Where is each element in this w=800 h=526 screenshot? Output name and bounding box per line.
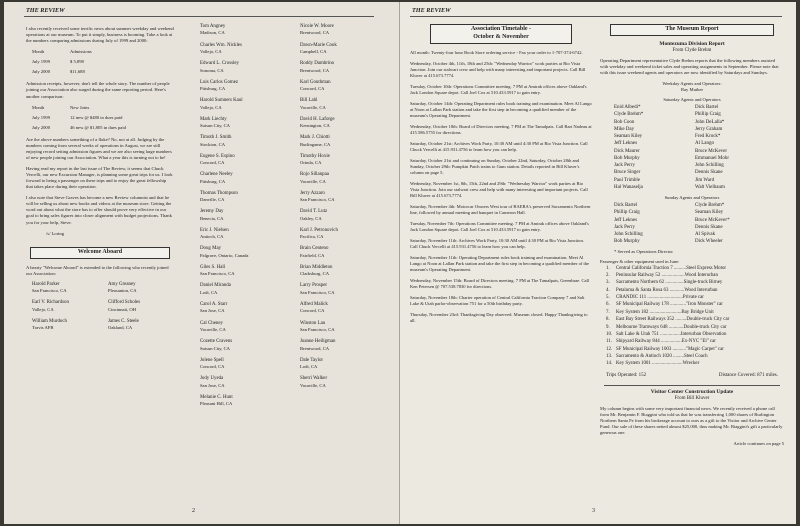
member-name: Alfred Malick (300, 301, 328, 307)
equipment-number: 14. (606, 361, 613, 367)
header-rule (410, 16, 782, 17)
equipment-name: Key System 182 ..........................Bay Bridge Unit (616, 309, 714, 315)
member-name: Cal Cheney (200, 320, 223, 326)
member-city: San Francisco, CA (200, 271, 235, 277)
member (200, 321, 286, 334)
member-name: Mark Liechty (200, 116, 227, 122)
equipment-number: 11. (606, 339, 612, 345)
newsletter-spread (4, 2, 796, 524)
table-cell: July 1999 (32, 114, 50, 120)
equipment-name: Petaluma & Santa Rosa 63 ............Wood Interurban (616, 287, 718, 293)
member-city: Concord, CA (200, 364, 225, 370)
operator-name: Fred Krock* (695, 134, 721, 139)
member-name: Eugene S. Espino (200, 153, 235, 159)
timetable-entry: Saturday, November 11th: Operating Department rules book training and examination. Meet Al Lango at Noon at Lallan Park station and take the first step in becoming a qualified member of the museum's Operating Department. (410, 254, 590, 272)
member-name: Giles S. Hall (200, 264, 226, 270)
operator-name: Phillip Craig (695, 112, 721, 118)
member (300, 321, 386, 334)
member (300, 117, 386, 130)
operator-name: Dick Bartel (695, 105, 719, 110)
member: Harold Parker San Francisco, CA (32, 281, 67, 294)
member (300, 376, 386, 389)
member-name: Dale Taylor (300, 357, 324, 363)
member-name: Jerry Azzaro (300, 190, 325, 196)
operator-name: Dick Maurer (614, 148, 640, 154)
byline: From Clyde Brehm (672, 48, 712, 54)
member-name: Jeremy Day (200, 209, 224, 215)
operator-name: Bob Murphy (614, 239, 640, 245)
member (200, 154, 286, 167)
member (200, 283, 286, 296)
member-name: Joanne Heiligman (300, 339, 336, 345)
museum-report-column (600, 24, 784, 447)
page-header: THE REVIEW (412, 7, 451, 14)
footnote: * Served as Operations Director (614, 248, 673, 254)
table-cell: July 2000 (32, 124, 50, 130)
equipment-number: 4. (606, 287, 610, 293)
timetable-entry: Saturday, November 4th: Motorcar Owners West tour of BAERA's preserved Sacramento Northern line, followed by annual meeting and banquet in Cameron Hall. (410, 203, 591, 215)
member (200, 117, 286, 130)
member-city: Vacaville, CA (200, 326, 226, 332)
member-name: Charlene Neeley (200, 172, 233, 178)
equipment-name: Central California Traction 7 ..........Steel Express Motor (616, 265, 727, 271)
equipment-number: 2. (606, 273, 610, 279)
member-name: Eric J. Nielsen (200, 227, 229, 233)
page-2 (4, 2, 400, 524)
equipment-row (606, 331, 784, 338)
column-2-members (200, 24, 286, 413)
member-name: Brain Centeno (300, 246, 329, 252)
operator-list (614, 202, 689, 246)
paragraph: Are the above numbers something of a fluke? No, not at all. Judging by the numbers coming from several weeks of operations in August, we are still enjoying record setting admission figures and we are also seeing large numbers of new people joining our Association. What a year this is turning out to be! (26, 136, 172, 160)
divider (604, 385, 780, 386)
member-city: San Francisco, CA (300, 326, 335, 332)
equipment-number: 8. (606, 317, 610, 323)
member-name: Larry Prosper (300, 283, 328, 289)
equipment-name: SF Municipal Railway 178 ............."Iron Monster" car (616, 302, 723, 308)
timetable-entry: Saturday, November 18th: Charter operation of Central California Traction Company 7 and Salt Lake & Utah parlor-observation 751 for a 50th birthday party. (410, 294, 585, 306)
equipment-number: 6. (606, 302, 610, 308)
member-name: Jolene Spell (200, 357, 224, 363)
subheading: Saturday Agents and Operators (663, 96, 721, 102)
member (300, 265, 386, 278)
member (200, 246, 286, 259)
member: Amy Greaney Pleasanton, CA (108, 281, 137, 294)
column-1 (26, 26, 174, 337)
equipment-row (606, 287, 784, 294)
operator-name: Mike Day (614, 126, 635, 132)
equipment-row (606, 294, 784, 301)
member (200, 302, 286, 315)
member-name: Doug May (200, 246, 222, 252)
member (300, 135, 386, 148)
equipment-number: 13. (606, 354, 613, 359)
table-cell: July 1999 (32, 59, 50, 65)
operator-name: Phillip Craig (614, 210, 640, 216)
paragraph: Admission receipts, however, don't tell the whole story. The number of people joining our Association also surged during the same reporting period. Here's another comparison: (26, 81, 170, 99)
timetable-title: Association Timetable - October & November (430, 24, 572, 44)
operator-name: Enid Albedi* (614, 105, 641, 110)
member (300, 358, 386, 371)
member-name: Dawn-Marie Cook (300, 42, 337, 48)
member-city: Antioch, CA (200, 234, 224, 240)
operator-name: Seaman Kiley (695, 210, 724, 216)
member-city: San Jose, CA (200, 308, 225, 314)
member: Clifford Scholes Cincinnati, OH (108, 300, 141, 312)
section-heading: Montezuma Division Report (659, 40, 725, 47)
member-name: Charles Wm. Nickles (200, 42, 242, 48)
operator-name: John Schilling (614, 232, 643, 238)
equipment-row (606, 346, 784, 353)
member-city: Concord, CA (300, 86, 325, 92)
equipment-name: Key System 1001 .........................Wrecker (616, 361, 700, 367)
member (300, 154, 386, 167)
member-city: Madison, CA (200, 30, 225, 36)
timetable-entry: Saturday, October 21st and continuing on Sunday, October 22nd, Saturday, October 28th and Sunday, October 29th: Pumpkin Patch trains to Gum station. Details reported in Bill Kluver's column on page 5. (410, 157, 580, 175)
equipment-name: Melbourne Tramways 648 ............Double-truck City car (616, 324, 727, 330)
museum-report-title: The Museum Report (610, 24, 774, 36)
equipment-list (606, 265, 784, 368)
paragraph: I also recently received some terrific news about summer weekday and weekend operations at our museum. To put it simply, business is booming. Take a look at the numbers comparing admissions during July of 1999 and 2000: (26, 26, 174, 44)
member-name: David H. Laforge (300, 116, 335, 122)
equipment-name: East Bay Street Railways 352 .........Double-truck City car (616, 317, 730, 323)
member-city: Vallejo, CA (200, 49, 222, 54)
member-city: Lodi, CA (300, 364, 318, 370)
operator-name: Seaman Kiley (614, 134, 643, 139)
member: William Murdoch Travis AFB (32, 318, 67, 331)
member-city: Oakley, CA (300, 215, 322, 221)
member (300, 43, 386, 56)
member-city: Concord, CA (200, 160, 225, 166)
member (200, 61, 286, 74)
member-city: Brentwood, CA (300, 30, 330, 36)
member-city: Orinda, CA (300, 160, 322, 166)
equipment-row (606, 279, 784, 286)
header-rule (24, 16, 374, 17)
timetable-entry: Thursday, November 23rd: Thanksgiving Day observed. Museum closed. Happy Thanksgiving to all. (410, 311, 588, 323)
member (200, 135, 286, 148)
paragraph: A hearty "Welcome Aboard" is extended to the following who recently joined our Association: (26, 264, 169, 276)
member (300, 24, 386, 37)
member (300, 191, 386, 204)
page-number: 2 (192, 508, 195, 515)
equipment-number: 7. (606, 309, 610, 315)
operator-name: Clyde Brehm* (695, 203, 725, 209)
timetable-entries (410, 50, 592, 324)
operator-name: Jeff Leknes (614, 141, 638, 147)
member-city: Lodi, CA (200, 289, 218, 295)
page-3 (400, 2, 796, 524)
member-name: Melanie C. Hunt (200, 394, 233, 400)
member (300, 61, 386, 74)
new-joins-table (32, 105, 174, 131)
member (300, 228, 386, 241)
member (200, 98, 286, 111)
member-city: San Francisco, CA (300, 197, 335, 203)
timetable-entry: Wednesday, October 4th, 11th, 18th and 25th: "Wednesday Warrior" work parties at Rio Vista Junction. Join our stalwart crew and help with many interesting and important projects. Call Bill Kluver at 415.673.7774. (410, 60, 586, 78)
operator-name: Bruce McKever* (695, 217, 730, 223)
member-name: Daniel Miranda (200, 283, 231, 289)
member-name: Winston Lau (300, 320, 326, 326)
table-cell: $11,688 (70, 69, 85, 75)
operator-name: John Schilling (695, 163, 724, 168)
member-city: Danville, CA (200, 197, 225, 203)
table-header: Month (32, 104, 45, 110)
timetable-entry: Saturday, October 21st: Archives Work Party, 10:30 AM until 4:30 PM at Rio Vista Junction. Call Chuck Vercelli at 415.931.4756 to learn how you can help. (410, 140, 588, 152)
operator-name: Dennis Skane (695, 170, 723, 176)
member (200, 80, 286, 93)
equipment-row (606, 360, 784, 367)
member-city: Palgrave, Ontario, Canada (200, 252, 249, 258)
equipment-name: Sacramento & Antioch 1020 .........Steel Coach (616, 354, 708, 359)
distance-covered: Distance Covered: 871 miles. (718, 372, 778, 378)
equipment-name: Sacramento Northern 62 ...............Single-truck Birney (616, 280, 723, 286)
timetable-entry: Wednesday, October 18th: Board of Directors meeting. 7 PM at The Tamalpais. Call Bart Nadeau at 415.586.5755 for directions. (410, 123, 592, 135)
member-name: Nicole W. Moore (300, 24, 334, 29)
welcome-members (32, 282, 174, 338)
equipment-intro: Passenger & other equipment used in June: (600, 258, 680, 264)
section-heading: Visitor Center Construction Update (650, 389, 734, 396)
member-city: San Francisco, CA (300, 289, 335, 295)
operator-name: Dick Wheeler (695, 239, 723, 245)
member-city: Benecia, CA (200, 215, 224, 221)
member-name: Bill Lahl (300, 98, 318, 104)
member (300, 172, 386, 185)
member (200, 376, 286, 389)
trip-stats (606, 373, 778, 380)
member-city: San Jose, CA (200, 382, 225, 388)
member-city: Fairfield, CA (300, 252, 325, 258)
operator-name: Walt Vielbaum (695, 184, 725, 190)
member: James C. Steele Oakland, CA (108, 318, 139, 331)
timetable-column (410, 24, 592, 329)
operator-name: Bob Coon (614, 119, 635, 125)
member-city: Suisun City, CA (200, 345, 230, 351)
member-name: Timoth J. Smith (200, 135, 232, 141)
equipment-name: Shipyard Railway 844 .................Ex-NYC "El" car (616, 339, 716, 345)
member-name: Sherri Walker (300, 376, 328, 382)
member (300, 246, 386, 259)
equipment-number: 3. (606, 280, 610, 286)
equipment-number: 9. (606, 324, 610, 330)
member (300, 209, 386, 222)
member (300, 302, 386, 315)
equipment-row (606, 301, 784, 308)
operator-name: Jeff Leknes (614, 217, 638, 223)
operator-name: Bruce McKever (695, 148, 728, 154)
member-name: Timothy Hoxie (300, 153, 330, 159)
member-city: Pittsburg, CA (200, 86, 226, 92)
member (200, 24, 286, 37)
table-cell: $ 5,898 (70, 59, 84, 65)
sunday-operators (614, 202, 770, 246)
table-header: New Joins (70, 104, 90, 110)
equipment-number: 12. (606, 346, 613, 352)
paragraph: My column begins with some very important financial news. We recently received a phone call from Mr. Benjamin F. Biaggini who told us that he was transferring 1,000 shares of Burlington Northern Santa Fe from his brokerage account to ours as a gift to the Visitor and Archive Center Fund. Our sale of these shares netted almost $25,000, thus making Mr. Biaggini's gift a particularly generous one. (600, 406, 783, 436)
byline: From Bill Kluver (674, 396, 710, 402)
operator-name: Paul Trimble (614, 177, 640, 183)
subheading: Weekday Agents and Operators: (662, 80, 722, 86)
equipment-row (606, 353, 784, 360)
admissions-table (32, 49, 174, 75)
welcome-title: Welcome Aboard (30, 247, 170, 259)
table-cell: July 2000 (32, 69, 50, 75)
equipment-number: 5. (606, 295, 610, 301)
equipment-row (606, 324, 784, 331)
member-city: Vacaville, CA (300, 382, 326, 388)
member-name: Karl Gouthman (300, 79, 331, 85)
operator-name: John DeLalla* (695, 119, 725, 125)
member-city: Pleasant Hill, CA (200, 401, 233, 407)
table-cell: 12 new @ $480 in dues paid (70, 114, 123, 120)
member-city: Burlingame, CA (300, 141, 331, 147)
member-city: Stockton, CA (200, 141, 226, 147)
equipment-row (606, 265, 784, 272)
member (200, 265, 286, 278)
member-name: Luis Carlos Gomez (200, 79, 239, 85)
paragraph: I also note that Steve Graves has become a new Review columnist and that he will be selling us about new books and videos at the museum store. Getting the word out about what the store has to offer should prove very effective in our goal to bring sales figures into closer alignment with budget projections. Thank you for your help, Steve. (26, 195, 172, 225)
paragraph: Operating Department representative Clyde Brehm reports that the following members assisted with weekday and weekend ticket sales and operating assignments in September. Please note that with this issue weekend agents and operators are now identified by Saturdays and Sundays. (600, 57, 779, 75)
equipment-name: Salt Lake & Utah 751 .................Interurban Observation (616, 331, 727, 337)
member-city: Campbell, CA (300, 49, 327, 54)
member-city: Vacaville, CA (300, 178, 326, 184)
operator-name: Al Lango (695, 141, 715, 147)
member-city: Sonoma, CA (200, 67, 224, 73)
equipment-name: CRANDIC 111 .............................Private car (616, 295, 704, 301)
operator-name: Jack Perry (614, 163, 635, 168)
page-number: 3 (592, 508, 595, 515)
operator-list (695, 104, 770, 191)
member-name: Thomas Thompson (200, 190, 238, 196)
page-header: THE REVIEW (26, 7, 65, 14)
weekday-name: Ray Muther (680, 86, 704, 92)
equipment-number: 1. (606, 265, 610, 271)
operator-name: Dick Bartel (614, 203, 638, 209)
member-name: Carol A. Starr (200, 301, 228, 307)
equipment-row (606, 316, 784, 323)
table-header: Month (32, 49, 45, 55)
table-header: Admissions (70, 49, 92, 55)
equipment-row (606, 338, 784, 345)
member-name: Tom Angney (200, 24, 226, 29)
subheading: Sunday Agents and Operators (664, 195, 720, 200)
member (200, 209, 286, 222)
member-city: Brentwood, CA (300, 345, 330, 351)
member (300, 80, 386, 93)
table-cell: 46 new @ $1,805 in dues paid (70, 124, 126, 130)
member (200, 358, 286, 371)
equipment-row (606, 272, 784, 279)
member-city: Vallejo, CA (200, 104, 222, 110)
member-name: Karl J. Petronovich (300, 227, 338, 233)
continued-note: Article continues on page 5 (733, 441, 784, 447)
operator-name: Jim Ward (695, 177, 715, 183)
operator-name: Dennis Skane (695, 224, 723, 230)
member: Earl V. Richardson Vallejo, CA (32, 300, 69, 312)
member-city: Pittsburg, CA (200, 178, 226, 184)
member-name: Brian Middleton (300, 264, 333, 270)
signature: /s/ Loring (46, 230, 64, 236)
timetable-entry: All month: Twenty-four hour Book Store ordering service - Fax your order to 1-707-374-6742. (410, 49, 583, 55)
operator-name: Bob Murphy (614, 155, 640, 161)
timetable-entry: Saturday, October 14th: Operating Department rules book training and examination. Meet Al Lango at Noon at Lallan Park station and take the first step in becoming a qualified member of the museum's Operating Department. (410, 100, 592, 118)
member (200, 172, 286, 185)
member-name: Cozette Cravens (200, 339, 233, 345)
operator-name: Hal Wanaselja (614, 184, 643, 190)
member-city: Vacaville, CA (300, 104, 326, 110)
member-name: David T. Lutz (300, 209, 328, 215)
member-name: Rojo Sillanpaa (300, 172, 329, 178)
member-city: Kensington, CA (300, 123, 330, 129)
member (200, 43, 286, 56)
equipment-name: SF Municipal Railway 1003 ..........."Magic Carpet" car (616, 346, 724, 352)
equipment-number: 10. (606, 331, 613, 337)
timetable-entry: Tuesday, November 7th: Operations Committee meeting. 7 PM at Amtrak offices above Oakland's Jack London Square depot. Call Joel Cox at 510.433.5917 to gain entry. (410, 220, 589, 232)
operator-name: Al Spivak (695, 232, 716, 238)
operator-list (695, 202, 770, 246)
member-name: Mark J. Chiotti (300, 135, 330, 141)
operator-name: Emmanuel Mohr (695, 155, 730, 161)
trips-operated: Trips Operated: 152 (606, 372, 647, 378)
timetable-entry: Tuesday, October 10th: Operations Committee meeting. 7 PM at Amtrak offices above Oakland's Jack London Square depot. Call Joel Cox at 510.433.5917 to gain entry. (410, 83, 587, 95)
paragraph: Having read my report in the last issue of The Review, it seems that Chuck Vercelli, our new Excursion Manager, is planning some great trips for us. I look forward to being a passenger on these trips and to enjoy the great fellowship that takes place during their operation. (26, 166, 173, 190)
column-3-members (300, 24, 386, 395)
member-name: Harold Sumners Kaul (200, 98, 243, 104)
member-name: Roddy Dambrino (300, 61, 335, 67)
saturday-operators (614, 104, 770, 191)
member-name: Edward L. Crossley (200, 61, 239, 67)
member (200, 228, 286, 241)
member (200, 191, 286, 204)
member (300, 339, 386, 352)
member-city: Clarksburg, CA (300, 271, 330, 277)
operator-name: Jerry Graham (695, 126, 723, 132)
member-city: Brentwood, CA (300, 67, 330, 73)
member-city: Concord, CA (300, 308, 325, 314)
equipment-row (606, 309, 784, 316)
timetable-entry: Wednesday, November 15th: Board of Directors meeting. 7 PM at The Tamalpais, Greenbrae. Call Ken Petersen @ 707.538.7830 for directions. (410, 277, 590, 289)
timetable-entry: Saturday, November 11th: Archives Work Party, 10:30 AM until 4:30 PM at Rio Vista Junction. Call Chuck Vercelli at 415.931.4756 to learn how you can help. (410, 237, 584, 249)
operator-list (614, 104, 689, 191)
operator-name: Clyde Brehm* (614, 112, 644, 118)
operator-name: Bruce Singer (614, 170, 641, 176)
equipment-name: Peninsular Railway 52 ...................Wood Interurban (616, 273, 718, 279)
member-city: Suisun City, CA (200, 123, 230, 129)
member (200, 395, 286, 408)
member-name: Jody Uyeda (200, 376, 224, 382)
member (200, 339, 286, 352)
member (300, 283, 386, 296)
operator-name: Jack Perry (614, 224, 635, 230)
member-city: Pacifica, CA (300, 234, 324, 240)
timetable-entry: Wednesday, November 1st, 8th, 15th, 22nd and 29th: "Wednesday Warrior" work parties at Rio Vista Junction. Join our stalwart crew and help with many interesting and important projects. Call Bill Kluver at 415.673.7774. (410, 180, 588, 198)
member (300, 98, 386, 111)
